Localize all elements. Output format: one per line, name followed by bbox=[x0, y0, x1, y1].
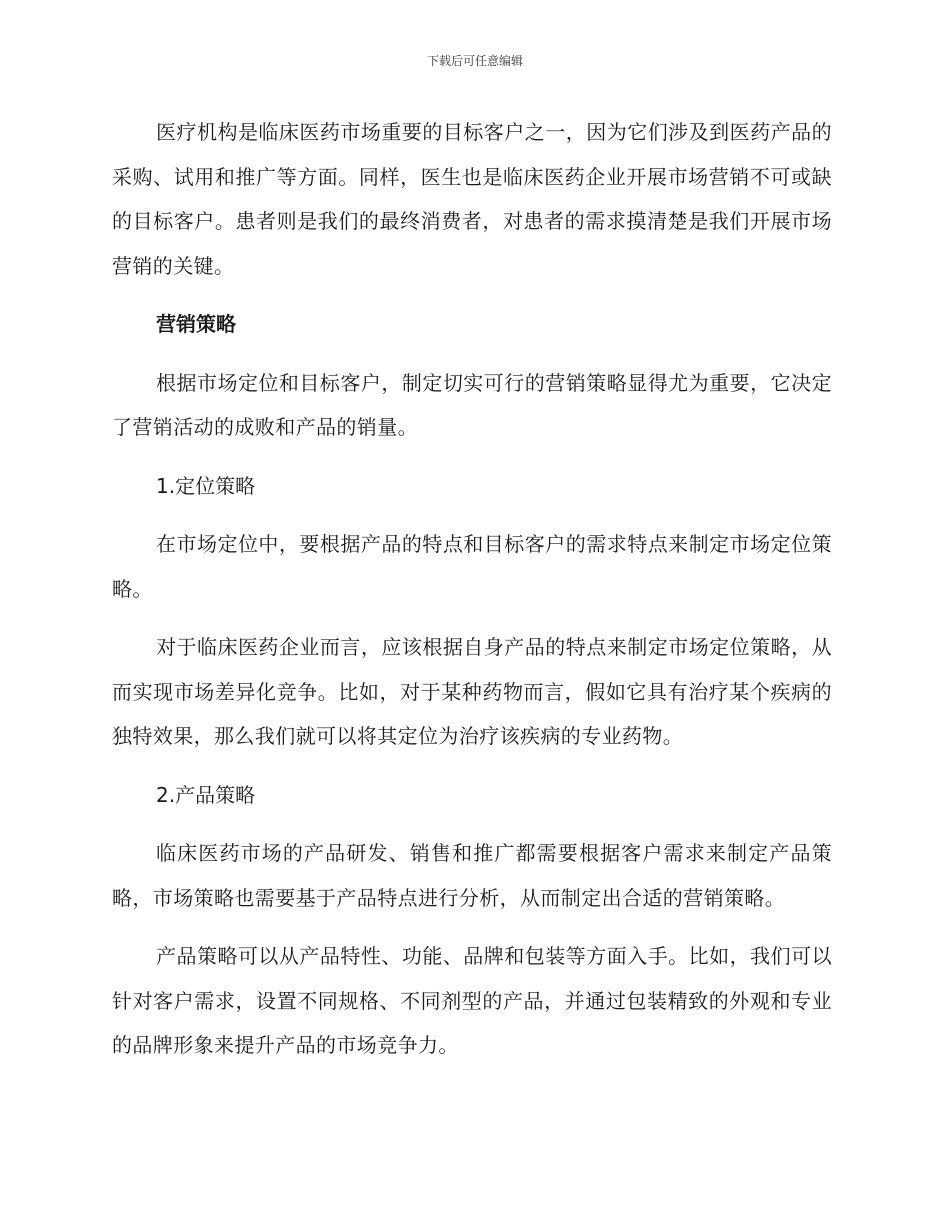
subheading-product-strategy: 2.产品策略 bbox=[156, 782, 256, 807]
document-body bbox=[112, 110, 832, 1082]
section-heading-marketing-strategy: 营销策略 bbox=[156, 312, 236, 336]
paragraph-target-customers: 医疗机构是临床医药市场重要的目标客户之一，因为它们涉及到医药产品的采购、试用和推广等方面。同样，医生也是临床医药企业开展市场营销不可或缺的目标客户。患者则是我们的最终消费者，对患者的需求摸清楚是我们开展市场营销的关键。 bbox=[112, 120, 832, 278]
paragraph-positioning-2: 对于临床医药企业而言，应该根据自身产品的特点来制定市场定位策略，从而实现市场差异化竞争。比如，对于某种药物而言，假如它具有治疗某个疾病的独特效果，那么我们就可以将其定位为治疗该疾病的专业药物。 bbox=[112, 635, 832, 748]
paragraph-marketing-intro: 根据市场定位和目标客户，制定切实可行的营销策略显得尤为重要，它决定了营销活动的成败和产品的销量。 bbox=[112, 370, 832, 439]
page-header: 下载后可任意编辑 bbox=[426, 54, 523, 68]
subheading-positioning-strategy: 1.定位策略 bbox=[156, 473, 256, 498]
paragraph-product-1: 临床医药市场的产品研发、销售和推广都需要根据客户需求来制定产品策略，市场策略也需要基于产品特点进行分析，从而制定出合适的营销策略。 bbox=[112, 841, 832, 910]
paragraph-positioning-1: 在市场定位中，要根据产品的特点和目标客户的需求特点来制定市场定位策略。 bbox=[112, 532, 832, 601]
paragraph-product-2: 产品策略可以从产品特性、功能、品牌和包装等方面入手。比如，我们可以针对客户需求，设置不同规格、不同剂型的产品，并通过包装精致的外观和专业的品牌形象来提升产品的市场竞争力。 bbox=[112, 944, 832, 1057]
